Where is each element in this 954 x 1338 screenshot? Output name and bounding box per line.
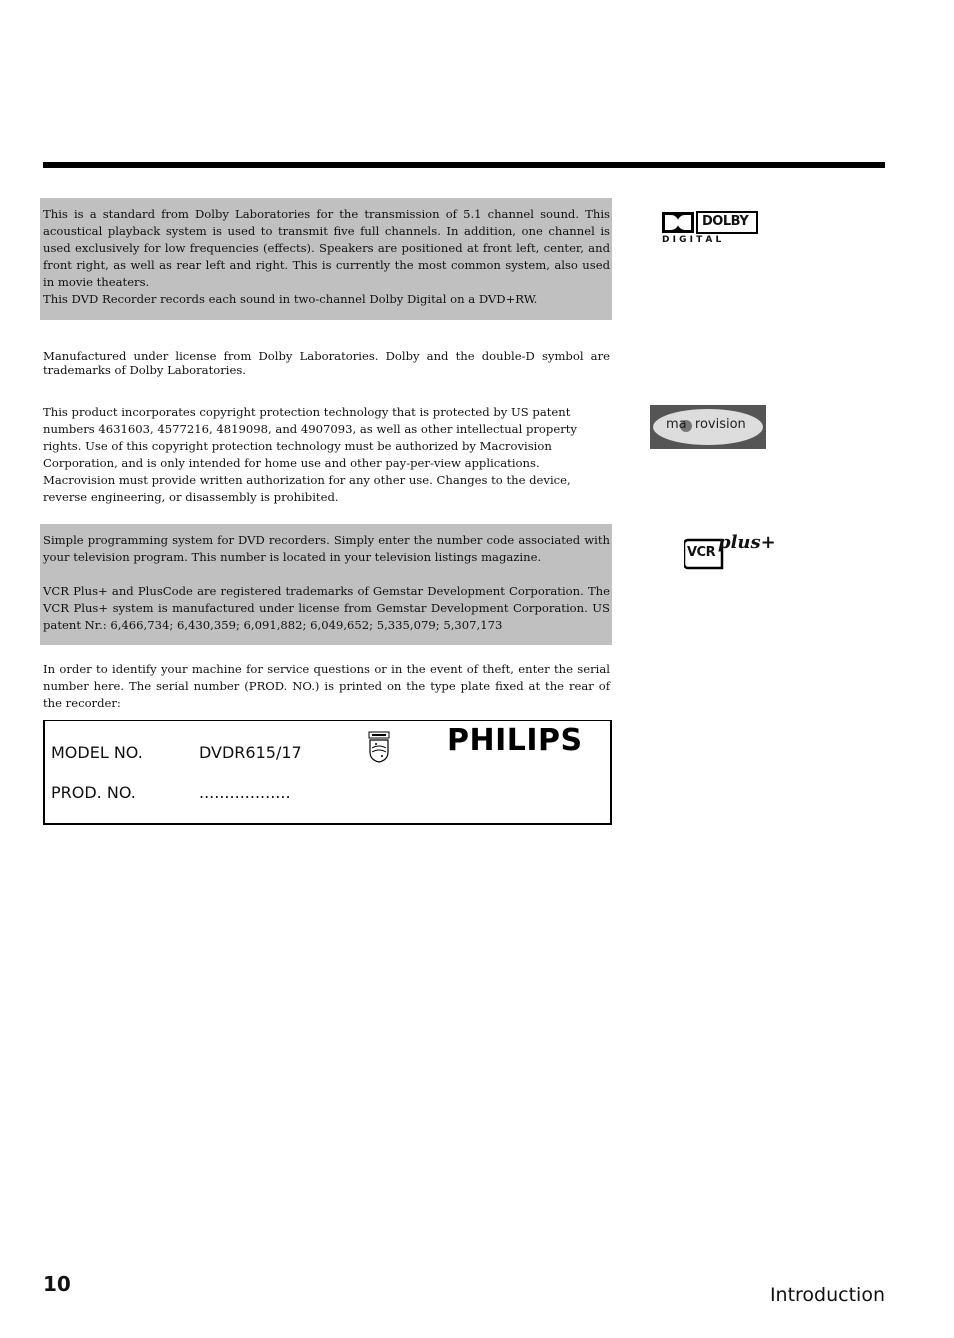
philips-wordmark: PHILIPS	[447, 723, 583, 758]
model-label: MODEL NO.	[51, 743, 143, 762]
dolby-info-box	[40, 198, 612, 320]
dolby-digital-logo	[662, 210, 762, 250]
dolby-description: This is a standard from Dolby Laboratories for the transmission of 5.1 channel sound. This acoustical playback system is used to transmit five full channels. In addition, one channel is used exclusively for low frequencies (effects). Speakers are positioned at front left, center, and front right, as well as rear left and right. This is currently the most common system, also used in movie theaters.	[43, 207, 610, 289]
macrovision-text	[40, 396, 612, 506]
serial-number-box	[43, 720, 612, 825]
model-value: DVDR615/17	[199, 743, 302, 762]
macrovision-paragraph: This product incorporates copyright protection technology that is protected by US patent numbers 4631603, 4577216, 4819098, and 4907093, as well as other intellectual property rights. Use of this copyright protection technology must be authorized by Macrovision Corporation, and is only intended for home use and other pay-per-view applications. Macrovision must provide written authorization for any other use. Changes to the device, reverse engineering, or disassembly is prohibited.	[43, 405, 577, 504]
prod-label: PROD. NO.	[51, 783, 136, 802]
dolby-license-text	[40, 341, 612, 377]
dolby-license-paragraph: Manufactured under license from Dolby Laboratories. Dolby and the double-D symbol are trademarks of Dolby Laboratories.	[43, 349, 610, 377]
vcrplus-logo	[684, 532, 776, 576]
serial-intro-paragraph: In order to identify your machine for service questions or in the event of theft, enter the serial number here. The serial number (PROD. NO.) is printed on the type plate fixed at the rear of the recorder:	[43, 662, 610, 710]
vcrplus-description: Simple programming system for DVD recorders. Simply enter the number code associated with your television program. This number is located in your television listings magazine.	[43, 533, 610, 564]
macrovision-logo-text: ma rovision	[666, 417, 746, 432]
dolby-logo-subtitle: D I G I T A L	[662, 235, 722, 245]
top-rule	[43, 162, 885, 168]
philips-shield-icon	[367, 731, 391, 763]
dolby-recording-note: This DVD Recorder records each sound in two-channel Dolby Digital on a DVD+RW.	[43, 292, 538, 306]
vcrplus-logo-text: VCR	[687, 545, 716, 560]
dolby-logo-word: DOLBY	[702, 214, 749, 229]
section-title: Introduction	[769, 1284, 885, 1306]
prod-value[interactable]: ..................	[199, 783, 291, 802]
vcrplus-logo-script: plus+	[718, 532, 776, 553]
vcrplus-trademark: VCR Plus+ and PlusCode are registered trademarks of Gemstar Development Corporation. The VCR Plus+ system is manufactured under license from Gemstar Development Corporation. US patent Nr.: 6,466,734; 6,430,359; 6,091,882; 6,049,652; 5,335,079; 5,307,173	[43, 584, 610, 632]
page-number: 10	[43, 1272, 71, 1296]
vcrplus-info-box	[40, 524, 612, 645]
serial-intro-text	[40, 653, 612, 712]
macrovision-logo	[650, 405, 766, 449]
